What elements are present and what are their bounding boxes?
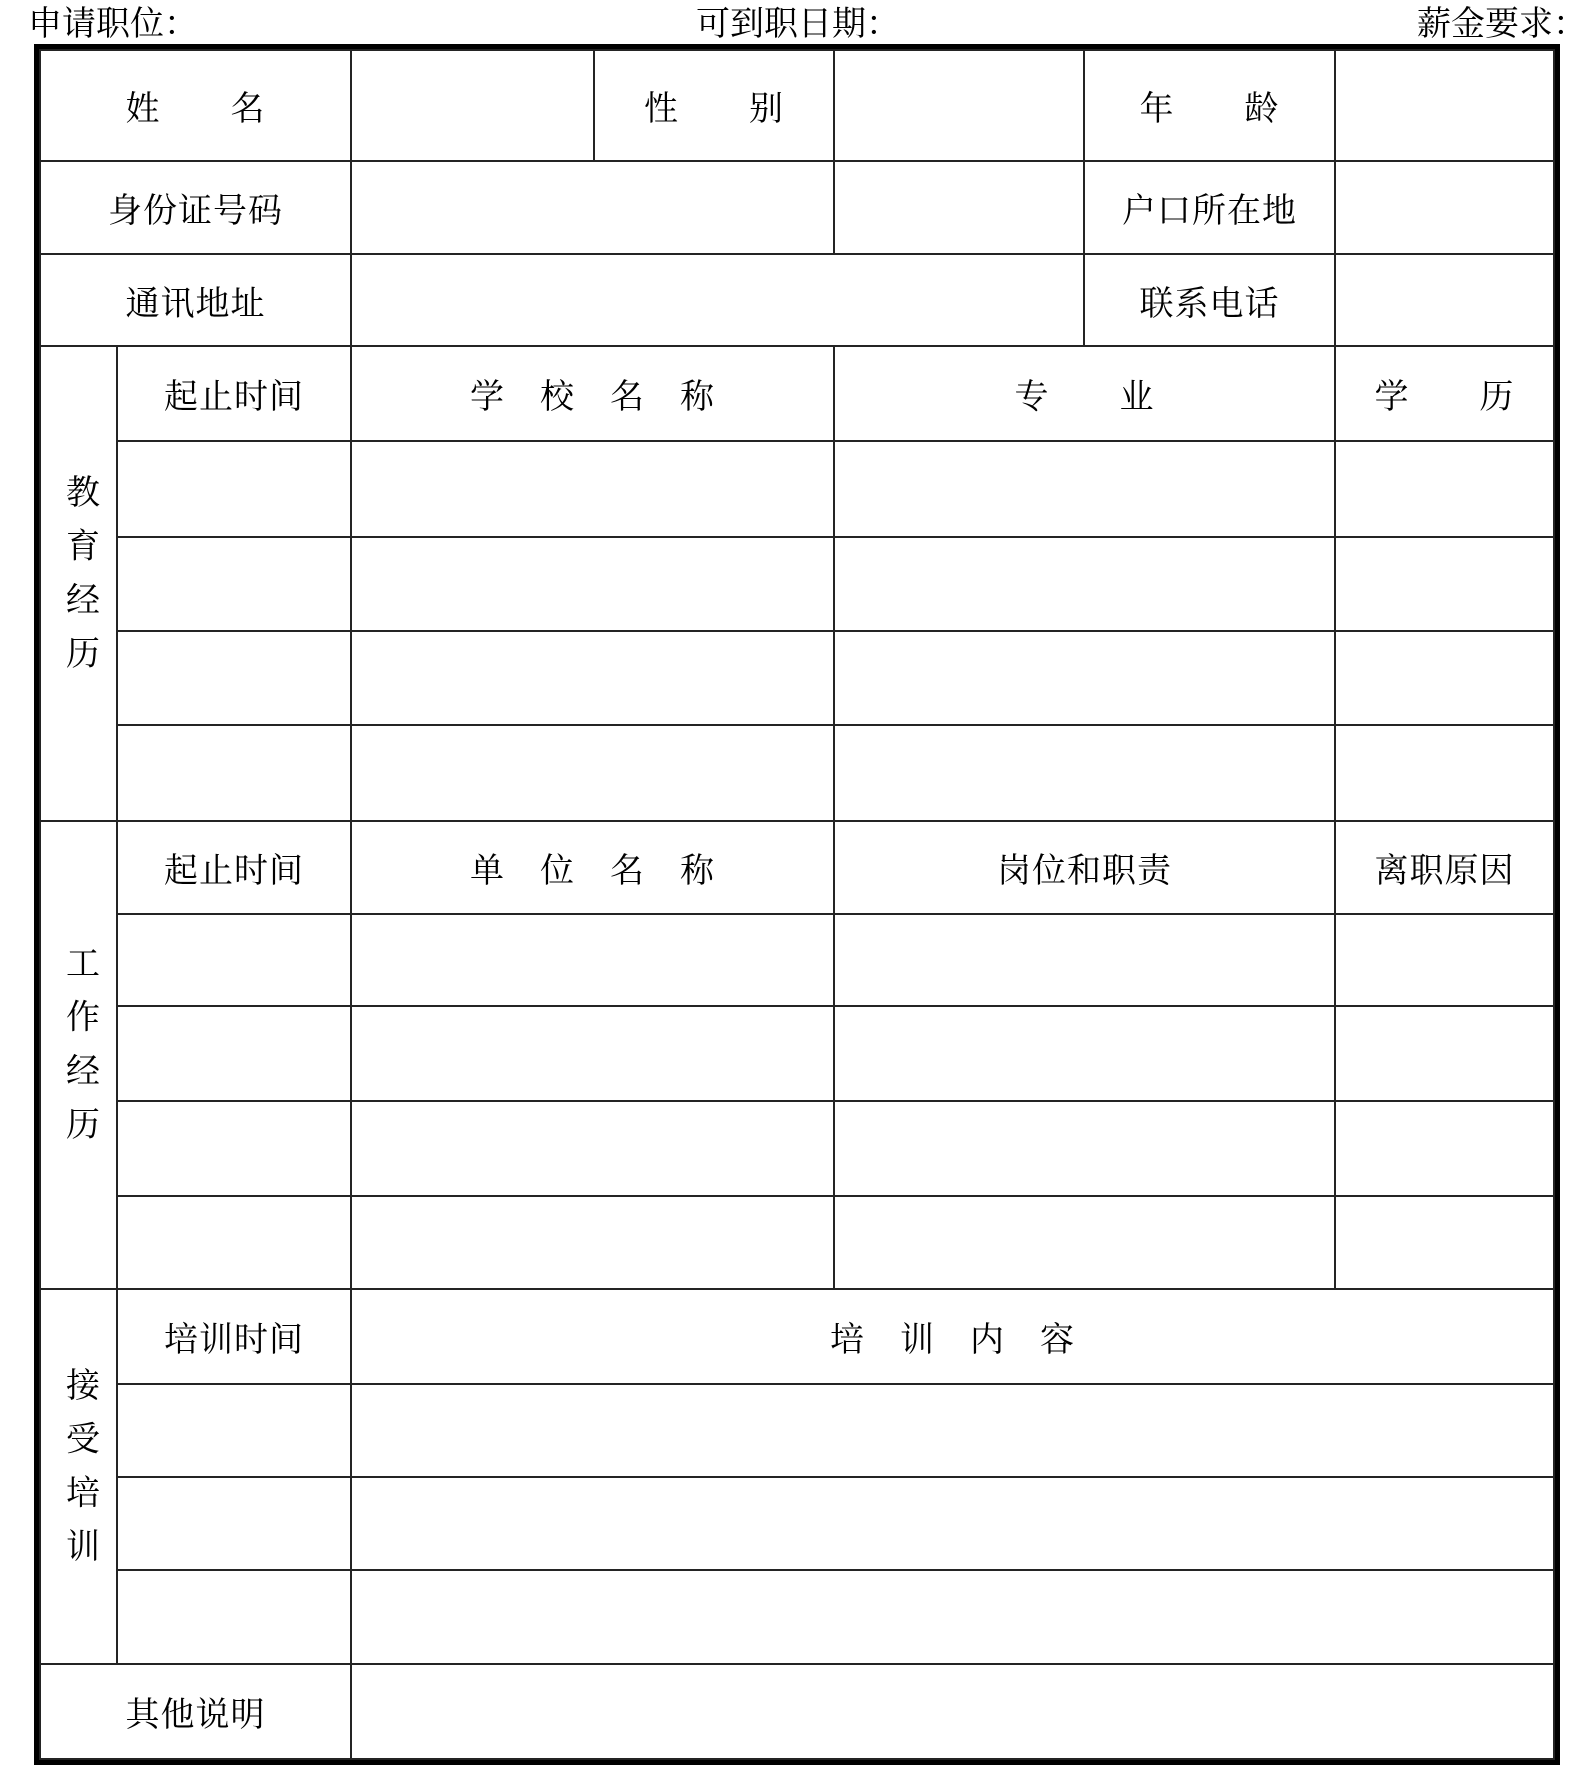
- gender-label-cell: 性 别: [594, 50, 834, 161]
- address-value-cell[interactable]: [351, 254, 1084, 346]
- work-row3-duty-cell[interactable]: [834, 1101, 1335, 1196]
- education-row1-period-cell[interactable]: [117, 441, 351, 537]
- work-row1-duty-cell[interactable]: [834, 914, 1335, 1006]
- work-row2-duty-cell[interactable]: [834, 1006, 1335, 1101]
- work-row4-period-cell[interactable]: [117, 1196, 351, 1289]
- work-row1-reason-cell[interactable]: [1335, 914, 1554, 1006]
- phone-value-cell[interactable]: [1335, 254, 1554, 346]
- training-section-vertical-text: 接受培训: [60, 1366, 98, 1582]
- work-row1-company-cell[interactable]: [351, 914, 834, 1006]
- age-label-cell: 年 龄: [1084, 50, 1335, 161]
- work-duty-header: 岗位和职责: [834, 821, 1335, 914]
- name-value-cell[interactable]: [351, 50, 594, 161]
- work-row4-company-cell[interactable]: [351, 1196, 834, 1289]
- salary-requirement-label: 薪金要求：: [1417, 6, 1587, 43]
- phone-label-cell: 联系电话: [1084, 254, 1335, 346]
- education-section-vertical-text: 教育经历: [60, 473, 98, 689]
- education-row3-period-cell[interactable]: [117, 631, 351, 725]
- work-row4-reason-cell[interactable]: [1335, 1196, 1554, 1289]
- education-row3-major-cell[interactable]: [834, 631, 1335, 725]
- education-row4-period-cell[interactable]: [117, 725, 351, 821]
- education-row3-school-cell[interactable]: [351, 631, 834, 725]
- address-label-cell: 通讯地址: [40, 254, 351, 346]
- education-row2-degree-cell[interactable]: [1335, 537, 1554, 631]
- work-row3-company-cell[interactable]: [351, 1101, 834, 1196]
- work-row4-duty-cell[interactable]: [834, 1196, 1335, 1289]
- education-row4-degree-cell[interactable]: [1335, 725, 1554, 821]
- training-row2-content-cell[interactable]: [351, 1477, 1554, 1570]
- applied-position-label: 申请职位：: [28, 6, 198, 43]
- id-number-label-cell: 身份证号码: [40, 161, 351, 254]
- work-reason-header: 离职原因: [1335, 821, 1554, 914]
- training-row1-content-cell[interactable]: [351, 1384, 1554, 1477]
- name-label-cell: 姓 名: [40, 50, 351, 161]
- other-notes-value-cell[interactable]: [351, 1664, 1554, 1759]
- work-section-vertical-text: 工作经历: [60, 945, 98, 1160]
- other-notes-label-cell: 其他说明: [40, 1664, 351, 1759]
- work-row2-reason-cell[interactable]: [1335, 1006, 1554, 1101]
- training-row1-time-cell[interactable]: [117, 1384, 351, 1477]
- training-content-header: 培 训 内 容: [351, 1289, 1554, 1384]
- training-section-label: [40, 1289, 117, 1664]
- work-company-header: 单 位 名 称: [351, 821, 834, 914]
- training-row3-content-cell[interactable]: [351, 1570, 1554, 1664]
- household-label-cell: 户口所在地: [1084, 161, 1335, 254]
- training-time-header: 培训时间: [117, 1289, 351, 1384]
- work-row2-company-cell[interactable]: [351, 1006, 834, 1101]
- gender-value-cell[interactable]: [834, 50, 1084, 161]
- household-value-cell[interactable]: [1335, 161, 1554, 254]
- application-form-table: [34, 44, 1560, 1765]
- education-section-label: [40, 346, 117, 821]
- work-section-label: [40, 821, 117, 1289]
- education-row2-period-cell[interactable]: [117, 537, 351, 631]
- education-row3-degree-cell[interactable]: [1335, 631, 1554, 725]
- id-number-extra-cell[interactable]: [834, 161, 1084, 254]
- education-row4-school-cell[interactable]: [351, 725, 834, 821]
- education-major-header: 专 业: [834, 346, 1335, 441]
- training-row2-time-cell[interactable]: [117, 1477, 351, 1570]
- education-row4-major-cell[interactable]: [834, 725, 1335, 821]
- education-degree-header: 学 历: [1335, 346, 1554, 441]
- work-row2-period-cell[interactable]: [117, 1006, 351, 1101]
- work-period-header: 起止时间: [117, 821, 351, 914]
- education-row2-major-cell[interactable]: [834, 537, 1335, 631]
- training-row3-time-cell[interactable]: [117, 1570, 351, 1664]
- education-row1-school-cell[interactable]: [351, 441, 834, 537]
- education-row2-school-cell[interactable]: [351, 537, 834, 631]
- age-value-cell[interactable]: [1335, 50, 1554, 161]
- education-row1-major-cell[interactable]: [834, 441, 1335, 537]
- education-school-header: 学 校 名 称: [351, 346, 834, 441]
- work-row3-reason-cell[interactable]: [1335, 1101, 1554, 1196]
- id-number-value-cell[interactable]: [351, 161, 834, 254]
- form-top-line: [0, 4, 1593, 48]
- education-period-header: 起止时间: [117, 346, 351, 441]
- work-row1-period-cell[interactable]: [117, 914, 351, 1006]
- education-row1-degree-cell[interactable]: [1335, 441, 1554, 537]
- work-row3-period-cell[interactable]: [117, 1101, 351, 1196]
- available-date-label: 可到职日期：: [696, 6, 900, 43]
